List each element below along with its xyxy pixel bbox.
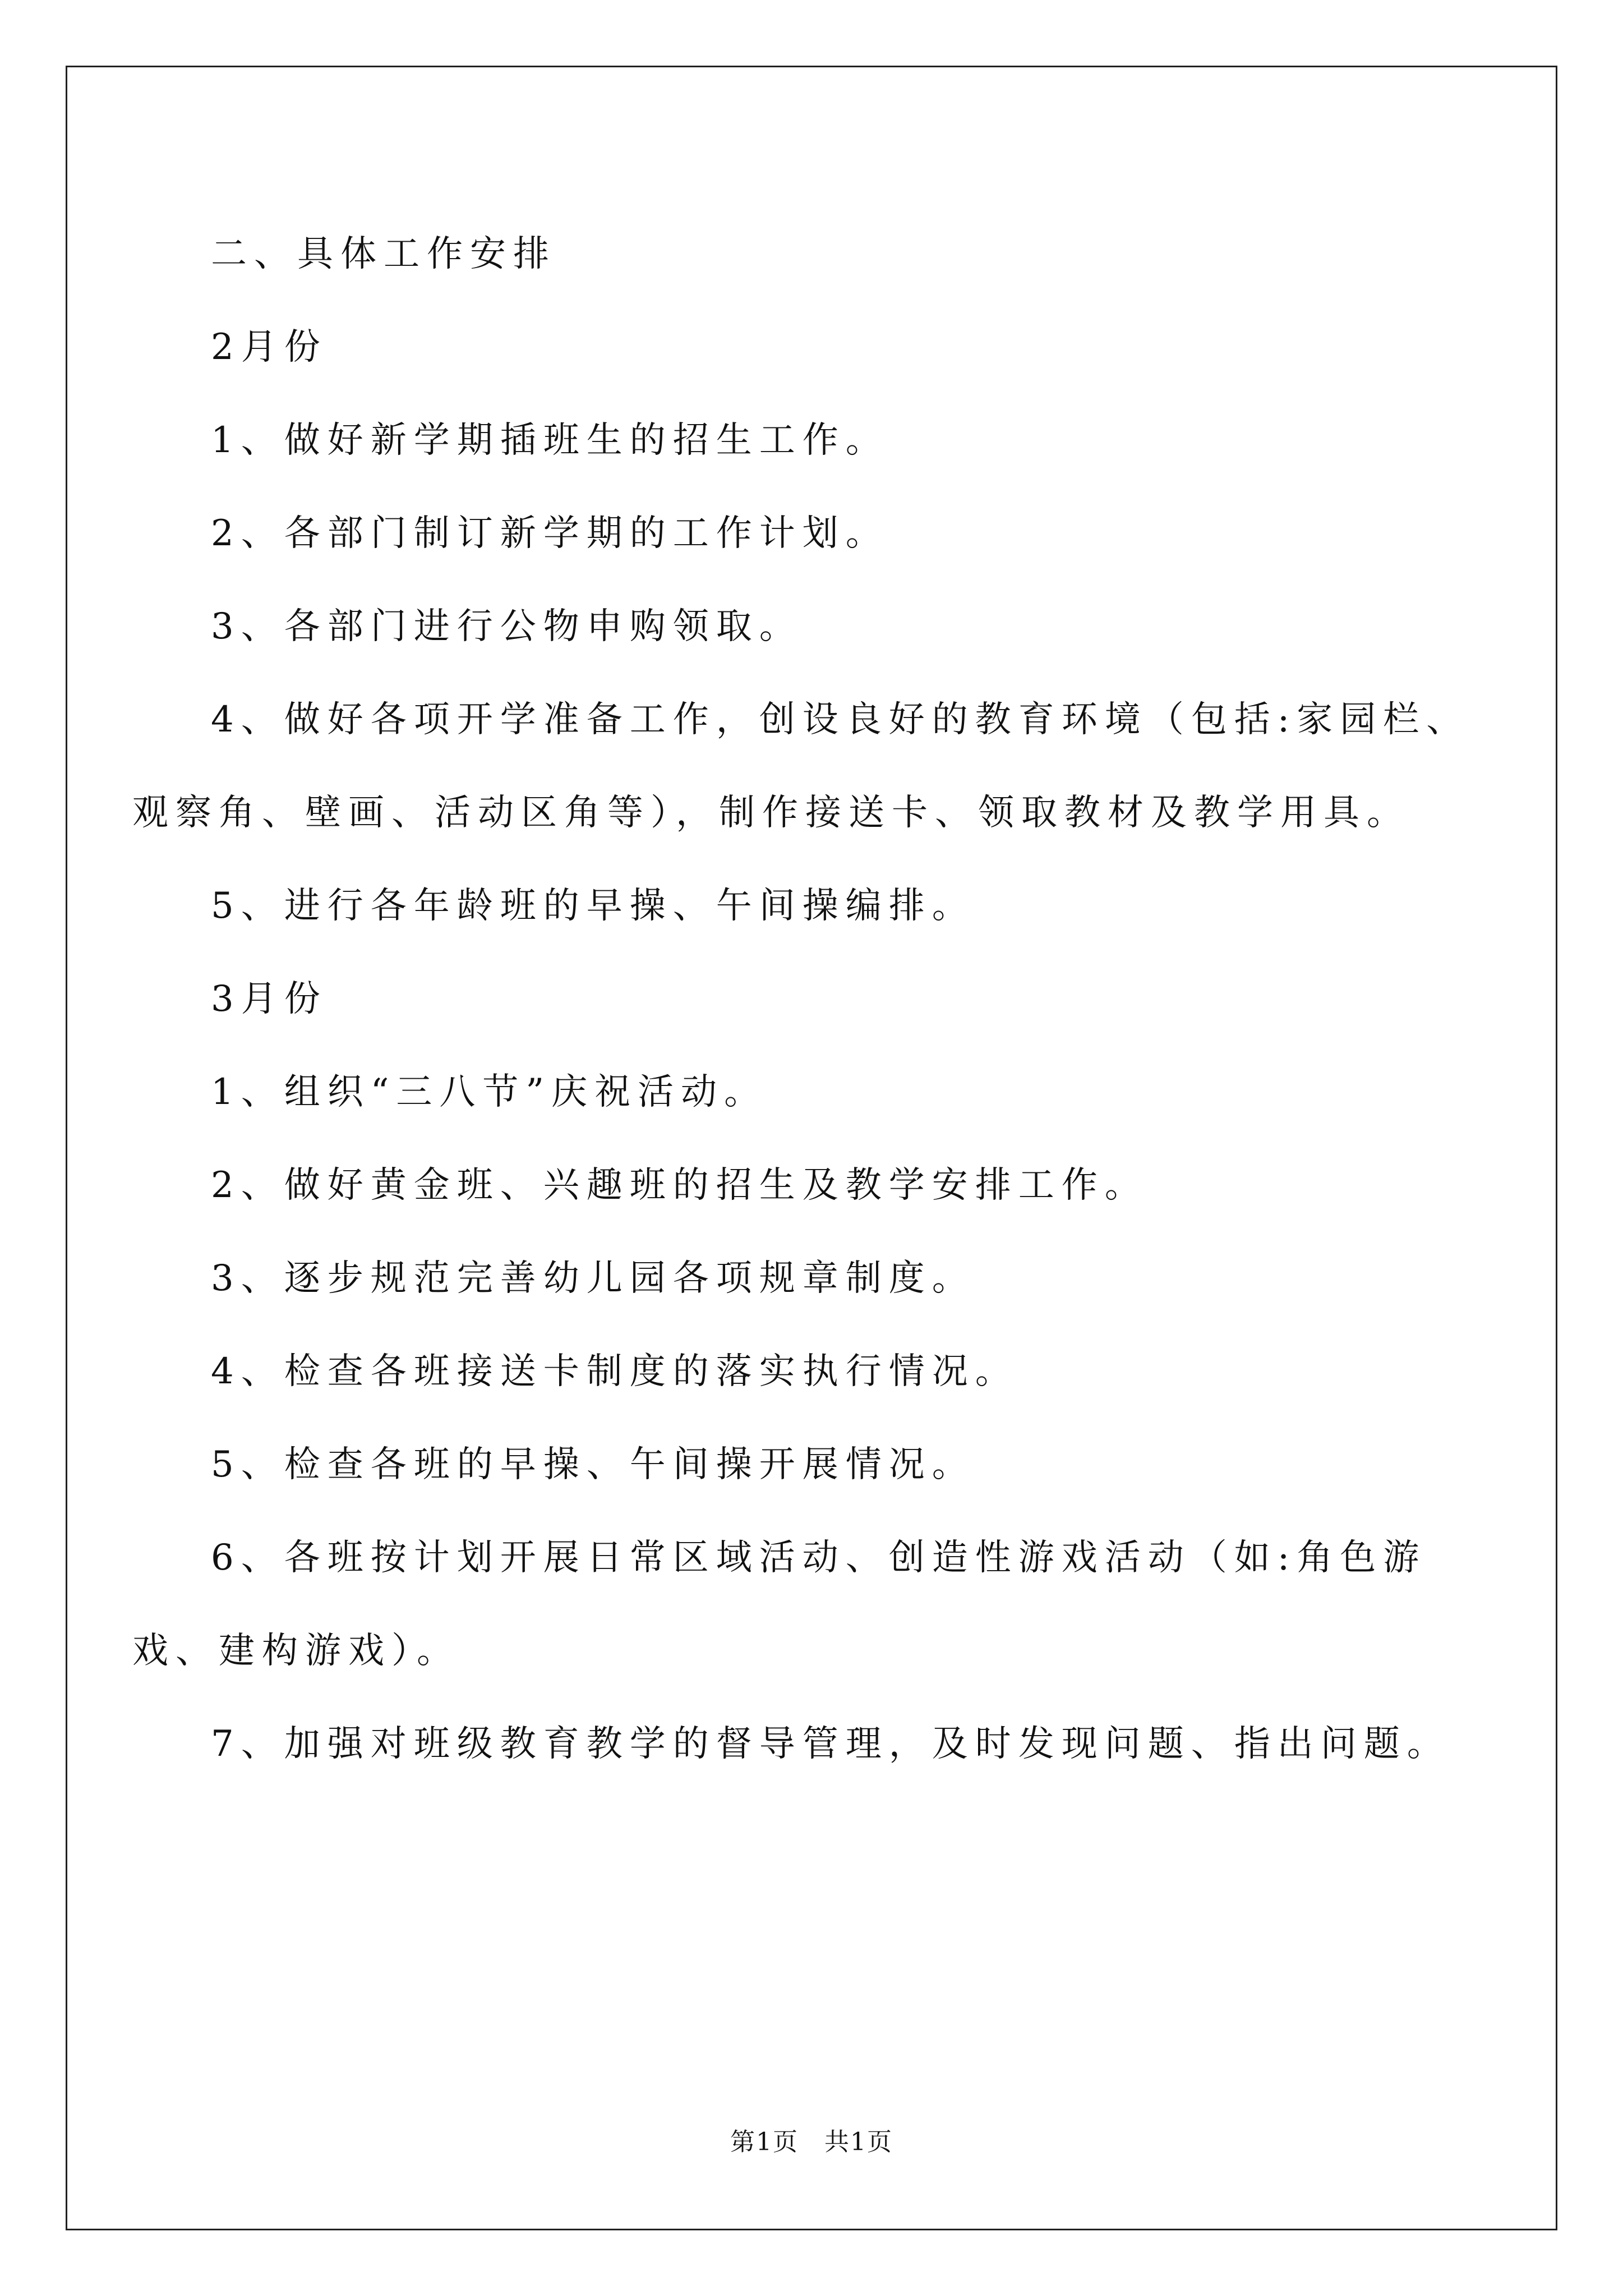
list-item: 1、做好新学期插班生的招生工作。	[211, 420, 889, 461]
list-item: 7、加强对班级教育教学的督导管理，及时发现问题、指出问题。	[211, 1723, 1450, 1765]
page-number-footer: 第1页 共1页	[730, 2128, 893, 2156]
list-item: 6、各班按计划开展日常区域活动、创造性游戏活动（如:角色游戏、建构游戏）。	[132, 1537, 1427, 1672]
month-heading-mar: 3月份	[211, 978, 328, 1020]
list-item: 2、各部门制订新学期的工作计划。	[211, 513, 889, 554]
document-body	[132, 208, 1495, 1791]
list-item: 5、进行各年龄班的早操、午间操编排。	[211, 885, 975, 927]
list-item: 3、各部门进行公物申购领取。	[211, 606, 803, 647]
month-heading-feb: 2月份	[211, 326, 328, 368]
list-item: 3、逐步规范完善幼儿园各项规章制度。	[211, 1258, 975, 1299]
list-item: 2、做好黄金班、兴趣班的招生及教学安排工作。	[211, 1165, 1148, 1206]
list-item: 4、检查各班接送卡制度的落实执行情况。	[211, 1351, 1018, 1392]
list-item: 5、检查各班的早操、午间操开展情况。	[211, 1444, 975, 1485]
list-item: 4、做好各项开学准备工作，创设良好的教育环境（包括:家园栏、观察角、壁画、活动区角等），制作接送卡、领取教材及教学用具。	[132, 699, 1470, 834]
section-heading: 二、具体工作安排	[211, 233, 556, 275]
list-item: 1、组织“三八节”庆祝活动。	[211, 1071, 768, 1113]
